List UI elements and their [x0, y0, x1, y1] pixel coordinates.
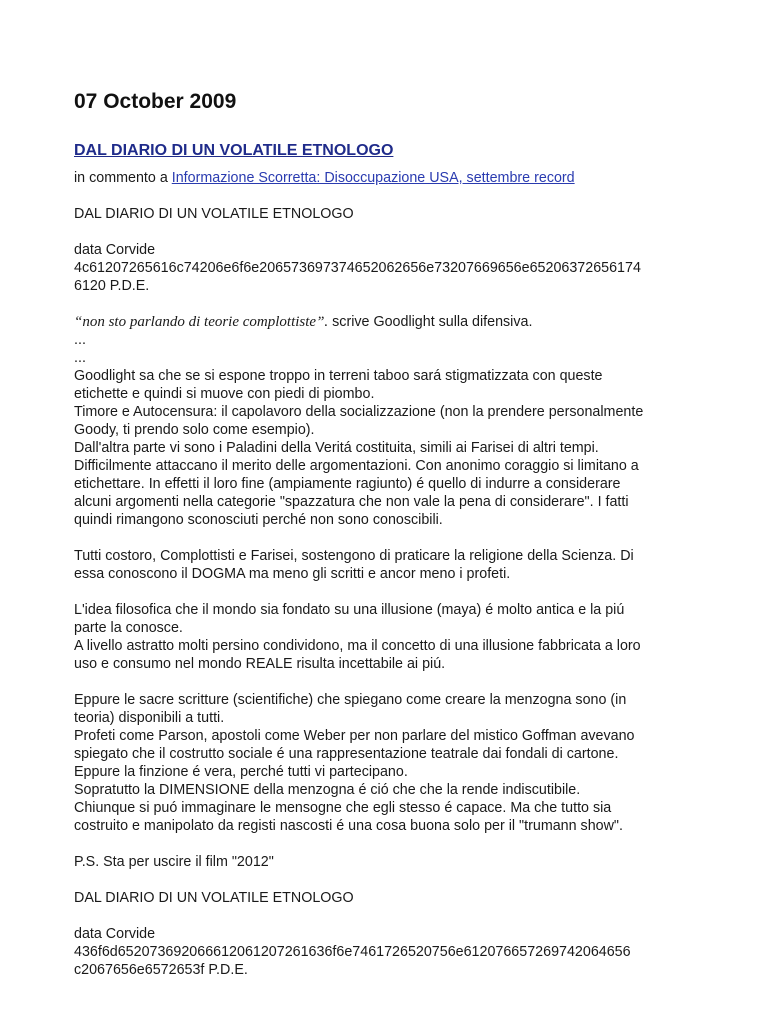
paragraph-line: Goodlight sa che se si espone troppo in terreni taboo sará stigmatizzata con queste: [74, 368, 603, 384]
paragraph-line: parte la conosce.: [74, 620, 183, 636]
paragraph-line: Eppure le sacre scritture (scientifiche) che spiegano come creare la menzogna sono (in: [74, 692, 627, 708]
post-body: [74, 169, 728, 979]
paragraph-line: Chiunque si puó immaginare le mensogne che egli stesso é capace. Ma che tutto sia: [74, 800, 612, 816]
paragraph-line: Eppure la finzione é vera, perché tutti vi partecipano.: [74, 764, 408, 780]
quote-close-mark: ”.: [316, 314, 329, 330]
comment-prefix: in commento a: [74, 170, 172, 186]
hex-data-line: 436f6d652073692066612061207261636f6e7461726520756e612076657269742064656: [74, 944, 631, 960]
section-heading: DAL DIARIO DI UN VOLATILE ETNOLOGO: [74, 206, 354, 222]
paragraph-line: A livello astratto molti persino condividono, ma il concetto di una illusione fabbricata a loro: [74, 638, 641, 654]
paragraph-line: Goody, ti prendo solo come esempio).: [74, 422, 315, 438]
hex-data-line: 6120 P.D.E.: [74, 278, 150, 294]
ellipsis: ...: [74, 332, 86, 348]
data-label: data Corvide: [74, 242, 156, 258]
paragraph-line: Dall'altra parte vi sono i Paladini della Veritá costituita, simili ai Farisei di altri tempi.: [74, 440, 599, 456]
quote-line: [74, 313, 728, 331]
paragraph-line: etichette e quindi si muove con piedi di piombo.: [74, 386, 375, 402]
paragraph-line: L'idea filosofica che il mondo sia fondato su una illusione (maya) é molto antica e la piú: [74, 602, 625, 618]
paragraph-line: Profeti come Parson, apostoli come Weber per non parlare del mistico Goffman avevano: [74, 728, 635, 744]
paragraph-line: etichettare. In effetti il loro fine (ampiamente ragiunto) é quello di indurre a considerare: [74, 476, 621, 492]
comment-reference: [74, 169, 728, 187]
paragraph-line: Timore e Autocensura: il capolavoro della socializzazione (non la prendere personalmente: [74, 404, 644, 420]
section-heading: DAL DIARIO DI UN VOLATILE ETNOLOGO: [74, 890, 354, 906]
paragraph-line: Difficilmente attaccano il merito delle argomentazioni. Con anonimo coraggio si limitano a: [74, 458, 639, 474]
paragraph-line: essa conoscono il DOGMA ma meno gli scritti e ancor meno i profeti.: [74, 566, 511, 582]
post-date: 07 October 2009: [74, 90, 237, 113]
ellipsis: ...: [74, 350, 86, 366]
paragraph-line: uso e consumo nel mondo REALE risulta incettabile ai piú.: [74, 656, 446, 672]
hex-data-line: c2067656e6572653f P.D.E.: [74, 962, 248, 978]
paragraph-line: spiegato che il costrutto sociale é una rappresentazione teatrale dai fondali di cartone.: [74, 746, 619, 762]
paragraph-line: teoria) disponibili a tutti.: [74, 710, 225, 726]
quote-attribution: scrive Goodlight sulla difensiva.: [328, 314, 533, 330]
paragraph-line: quindi rimangono sconosciuti perché non sono conoscibili.: [74, 512, 443, 528]
postscript: P.S. Sta per uscire il film "2012": [74, 854, 274, 870]
hex-data-line: 4c61207265616c74206e6f6e206573697374652062656e73207669656e65206372656174: [74, 260, 641, 276]
paragraph-line: Tutti costoro, Complottisti e Farisei, sostengono di praticare la religione della Scienza. Di: [74, 548, 634, 564]
paragraph-line: alcuni argomenti nella categorie "spazzatura che non vale la pena di considerare". I fatti: [74, 494, 629, 510]
data-label: data Corvide: [74, 926, 156, 942]
quote-text: non sto parlando di teorie complottiste: [82, 314, 317, 330]
quote-open-mark: “: [74, 314, 83, 330]
post-title-link[interactable]: DAL DIARIO DI UN VOLATILE ETNOLOGO: [74, 142, 394, 159]
comment-source-link[interactable]: Informazione Scorretta: Disoccupazione USA, settembre record: [171, 170, 575, 186]
paragraph-line: costruito e manipolato da registi nascosti é una cosa buona solo per il "trumann show".: [74, 818, 623, 834]
paragraph-line: Sopratutto la DIMENSIONE della menzogna é ció che che la rende indiscutibile.: [74, 782, 581, 798]
